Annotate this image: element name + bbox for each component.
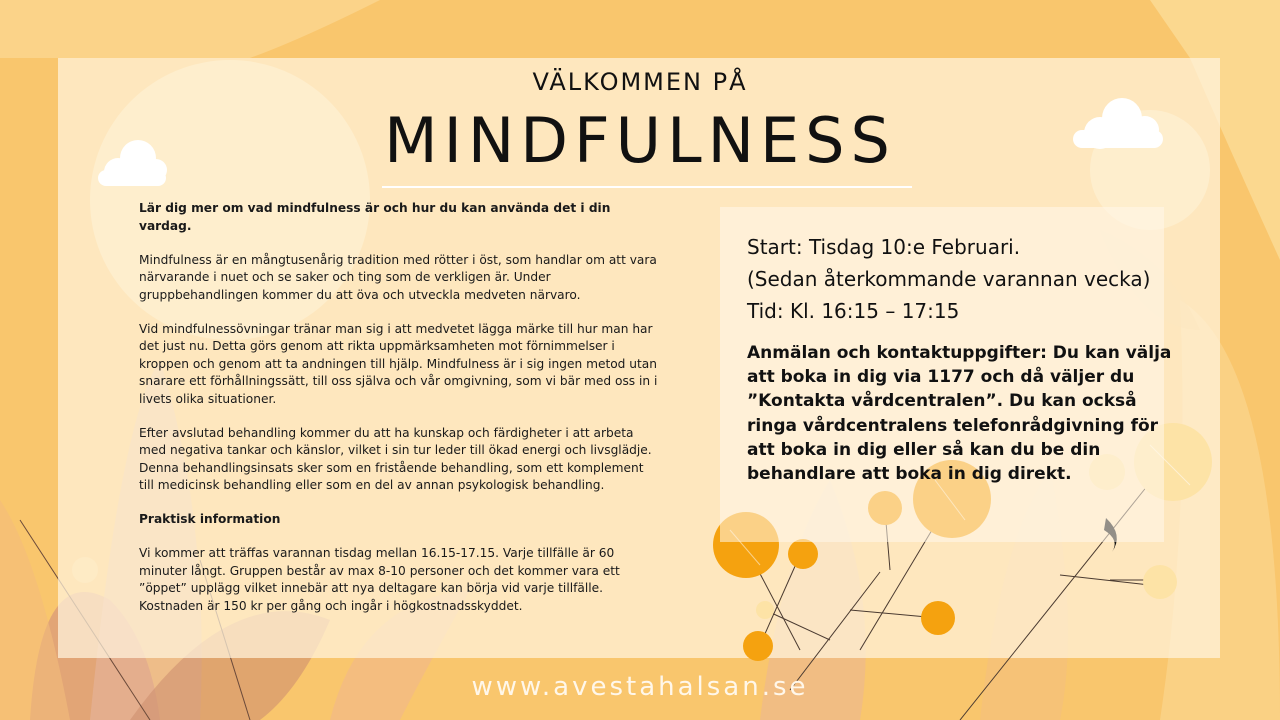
flower-circle [921,601,955,635]
session-time: Tid: Kl. 16:15 – 17:15 [747,299,960,323]
intro-paragraph-3: Efter avslutad behandling kommer du att ha kunskap och färdigheter i att arbeta med negativa tankar och känslor, vilket i sin tur leder till ökad energi och livsglädje. Denna behandlingsinsats sker som en fristående behandling, som ett komplement till medicinsk behandling eller som en del av annan psykologisk behandling. [139,425,652,492]
intro-paragraph-1: Mindfulness är en mångtusenårig tradition med rötter i öst, som handlar om att vara närvarande i nuet och se saker och ting som de verkligen är. Under gruppbehandlingen kommer du att öva och utveckla medveten närvaro. [139,252,657,302]
flower-circle [743,631,773,661]
practical-heading: Praktisk information [139,512,281,526]
practical-paragraph: Vi kommer att träffas varannan tisdag mellan 16.15-17.15. Varje tillfälle är 60 minuter långt. Gruppen består av max 8-10 personer och det kommer vara ett ”öppet” upplägg vilket innebär att nya deltagare kan börja vid varje tillfälle. Kostnaden är 150 kr per gång och ingår i högkostnadsskyddet. [139,546,620,613]
flower-circle [788,539,818,569]
flower-circle [756,601,774,619]
intro-paragraph-2: Vid mindfulnessövningar tränar man sig i att medvetet lägga märke till hur man har det just nu. Detta görs genom att rikta uppmärksamheten mot förnimmelser i kroppen och genom att ta andningen till hjälp. Mindfulness är i sig ingen metod utan snarare ett förhållningssätt, till oss själva och vår omgivning, som vi bär med oss in i livets olika situationer. [139,321,658,406]
schedule-block [747,231,1187,327]
recurrence-note: (Sedan återkommande varannan vecka) [747,267,1151,291]
intro-text [139,200,659,632]
contact-info: Anmälan och kontaktuppgifter: Du kan välja att boka in dig via 1177 och då väljer du ”Kontakta vårdcentralen”. Du kan också ringa vårdcentralens telefonrådgivning för att boka in dig eller så kan du be din behandlare att boka in dig direkt. [747,343,1172,485]
page-title: MINDFULNESS [384,104,896,177]
website-link[interactable]: www.avestahalsan.se [471,672,809,702]
flower-circle [1143,565,1177,599]
title-divider [382,186,912,188]
intro-lead: Lär dig mer om vad mindfulness är och hur du kan använda det i din vardag. [139,201,611,233]
start-date: Start: Tisdag 10:e Februari. [747,235,1021,259]
welcome-kicker: VÄLKOMMEN PÅ [532,68,748,96]
